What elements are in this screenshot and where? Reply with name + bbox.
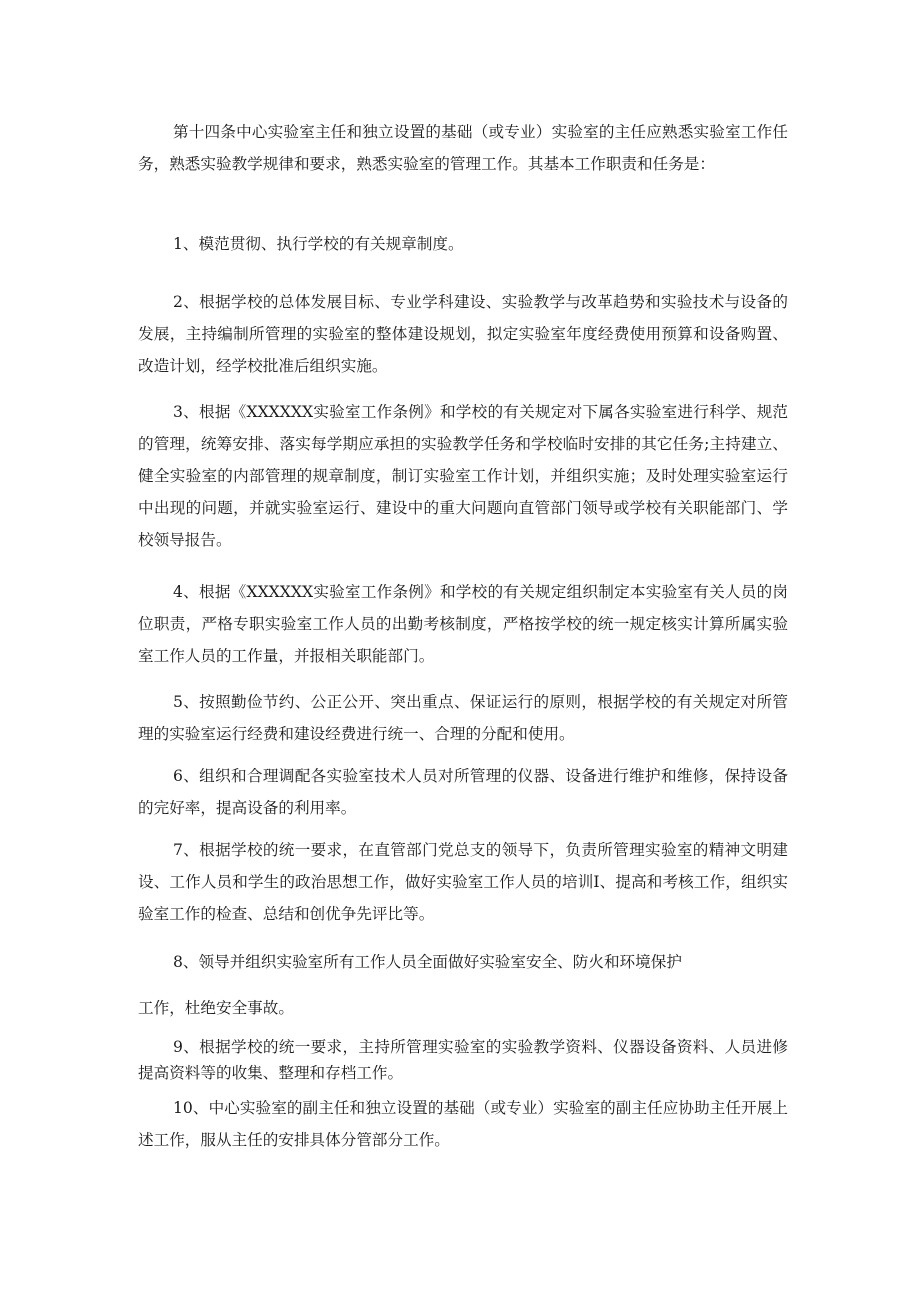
paragraph-item-10: 10、中心实验室的副主任和独立设置的基础（或专业）实验室的副主任应协助主任开展上述工作，服从主任的安排具体分管部分工作。 — [138, 1099, 788, 1149]
paragraph-item-2: 2、根据学校的总体发展目标、专业学科建设、实验教学与改革趋势和实验技术与设备的发展，主持编制所管理的实验室的整体建设规划，拟定实验室年度经费使用预算和设备购置、改造计划，经学校批准后组织实施。 — [138, 293, 788, 375]
paragraph-item-8-continued: 工作，杜绝安全事故。 — [138, 999, 294, 1017]
paragraph-item-6: 6、组织和合理调配各实验室技术人员对所管理的仪器、设备进行维护和维修，保持设备的完好率，提高设备的利用率。 — [138, 767, 788, 817]
paragraph-item-8: 8、领导并组织实验室所有工作人员全面做好实验室安全、防火和环境保护 — [173, 953, 682, 971]
paragraph-item-5: 5、按照勤俭节约、公正公开、突出重点、保证运行的原则，根据学校的有关规定对所管理的实验室运行经费和建设经费进行统一、合理的分配和使用。 — [138, 693, 788, 743]
paragraph-article-14: 第十四条中心实验室主任和独立设置的基础（或专业）实验室的主任应熟悉实验室工作任务，熟悉实验教学规律和要求，熟悉实验室的管理工作。其基本工作职责和任务是： — [138, 123, 788, 173]
paragraph-item-7: 7、根据学校的统一要求，在直管部门党总支的领导下，负责所管理实验室的精神文明建设、工作人员和学生的政治思想工作，做好实验室工作人员的培训I、提高和考核工作，组织实验室工作的检查、总结和创优争先评比等。 — [138, 841, 788, 923]
paragraph-item-4: 4、根据《XXXXXX实验室工作条例》和学校的有关规定组织制定本实验室有关人员的岗位职责，严格专职实验室工作人员的出勤考核制度，严格按学校的统一规定核实计算所属实验室工作人员的工作量，并报相关职能部门。 — [138, 583, 788, 665]
paragraph-item-9: 9、根据学校的统一要求，主持所管理实验室的实验教学资料、仪器设备资料、人员进修提高资料等的收集、整理和存档工作。 — [138, 1038, 788, 1082]
paragraph-item-3: 3、根据《XXXXXX实验室工作条例》和学校的有关规定对下属各实验室进行科学、规范的管理，统筹安排、落实每学期应承担的实验教学任务和学校临时安排的其它任务;主持建立、健全实验室的内部管理的规章制度，制订实验室工作计划，并组织实施；及时处理实验室运行中出现的问题，并就实验室运行、建设中的重大问题向直管部门领导或学校有关职能部门、学校领导报告。 — [138, 403, 788, 549]
paragraph-item-1: 1、模范贯彻、执行学校的有关规章制度。 — [173, 235, 464, 253]
